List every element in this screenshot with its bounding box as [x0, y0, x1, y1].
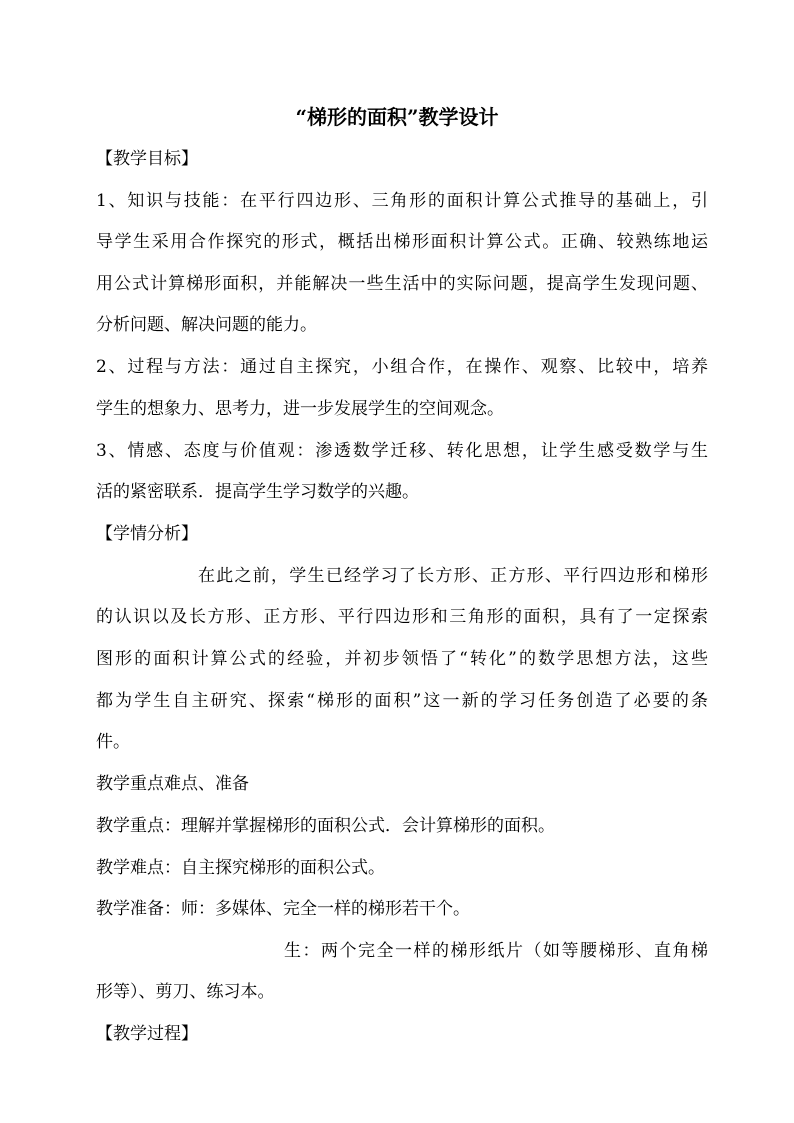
teaching-focus: 教学重点：理解并掌握梯形的面积公式．会计算梯形的面积。: [96, 816, 555, 836]
teaching-prep-teacher: 教学准备：师：多媒体、完全一样的梯形若干个。: [96, 899, 470, 919]
goal-1-line-4: 分析问题、解决问题的能力。: [96, 315, 317, 335]
goal-3-line-2: 活的紧密联系．提高学生学习数学的兴趣。: [96, 482, 419, 502]
teaching-prep-student-line-2: 形等）、剪刀、练习本。: [96, 982, 275, 1002]
situation-line-1: 在此之前，学生已经学习了长方形、正方形、平行四边形和梯形: [198, 566, 708, 586]
goal-1-line-2: 导学生采用合作探究的形式，概括出梯形面积计算公式。正确、较熟练地运: [96, 232, 708, 252]
goal-2-line-1: 2、过程与方法：通过自主探究，小组合作，在操作、观察、比较中，培养: [96, 357, 708, 377]
section-heading-goals: 【教学目标】: [96, 149, 198, 169]
teaching-difficulty: 教学难点：自主探究梯形的面积公式。: [96, 858, 385, 878]
document-title: “梯形的面积”教学设计: [295, 105, 499, 129]
situation-line-4: 都为学生自主研究、探索“梯形的面积”这一新的学习任务创造了必要的条: [96, 691, 708, 711]
goal-1-line-3: 用公式计算梯形面积，并能解决一些生活中的实际问题，提高学生发现问题、: [96, 274, 708, 294]
goal-1-line-1: 1、知识与技能：在平行四边形、三角形的面积计算公式推导的基础上，引: [96, 191, 708, 211]
situation-line-2: 的认识以及长方形、正方形、平行四边形和三角形的面积，具有了一定探索: [96, 607, 708, 627]
goal-2-line-2: 学生的想象力、思考力，进一步发展学生的空间观念。: [96, 399, 504, 419]
goal-3-line-1: 3、情感、态度与价值观：渗透数学迁移、转化思想，让学生感受数学与生: [96, 441, 708, 461]
section-heading-process: 【教学过程】: [96, 1024, 198, 1044]
situation-line-5: 件。: [96, 732, 130, 752]
section-heading-situation: 【学情分析】: [96, 524, 198, 544]
situation-line-3: 图形的面积计算公式的经验，并初步领悟了“转化”的数学思想方法，这些: [96, 649, 708, 669]
key-points-heading: 教学重点难点、准备: [96, 774, 249, 794]
teaching-prep-student-line-1: 生：两个完全一样的梯形纸片（如等腰梯形、直角梯: [284, 941, 708, 961]
